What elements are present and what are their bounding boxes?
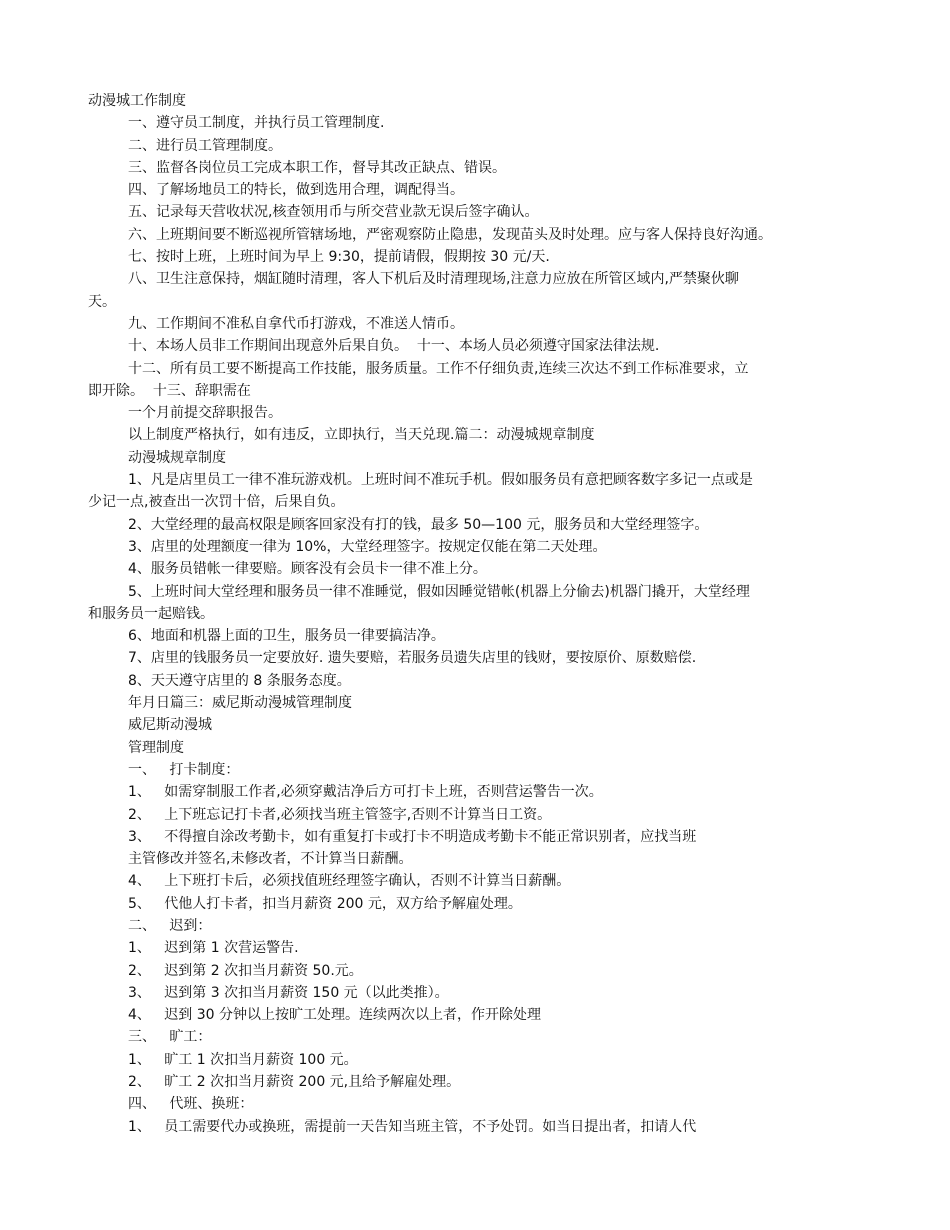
text-line: 7、店里的钱服务员一定要放好. 遗失要赔，若服务员遗失店里的钱财，要按原价、原数赔偿. bbox=[128, 650, 697, 667]
text-line: 动漫城工作制度 bbox=[88, 93, 186, 109]
text-line: 五、记录每天营收状况,核查领用币与所交营业款无误后签字确认。 bbox=[128, 204, 539, 221]
text-line: 3、 迟到第 3 次扣当月薪资 150 元（以此类推）。 bbox=[128, 984, 449, 1001]
text-line: 1、 迟到第 1 次营运警告. bbox=[128, 940, 299, 957]
text-line: 少记一点,被查出一次罚十倍，后果自负。 bbox=[88, 494, 345, 511]
text-line: 8、天天遵守店里的 8 条服务态度。 bbox=[128, 672, 351, 689]
text-line: 威尼斯动漫城 bbox=[128, 717, 212, 734]
text-line: 4、服务员错帐一律要赔。顾客没有会员卡一律不准上分。 bbox=[128, 561, 487, 578]
text-line: 2、 上下班忘记打卡者,必须找当班主管签字,否则不计算当日工资。 bbox=[128, 806, 552, 823]
text-line: 二、进行员工管理制度。 bbox=[128, 137, 282, 154]
text-line: 以上制度严格执行，如有违反，立即执行，当天兑现.篇二：动漫城规章制度 bbox=[128, 427, 595, 444]
text-line: 管理制度 bbox=[128, 739, 184, 756]
text-line: 天。 bbox=[88, 293, 116, 310]
text-line: 和服务员一起赔钱。 bbox=[88, 605, 214, 622]
text-line: 二、 迟到： bbox=[128, 917, 212, 934]
text-line: 六、上班期间要不断巡视所管辖场地，严密观察防止隐患，发现苗头及时处理。应与客人保持良好沟通。 bbox=[128, 226, 772, 243]
text-line: 主管修改并签名,未修改者，不计算当日薪酬。 bbox=[128, 851, 413, 868]
text-line: 十、本场人员非工作期间出现意外后果自负。 十一、本场人员必须遵守国家法律法规. bbox=[128, 338, 660, 355]
text-line: 八、卫生注意保持，烟缸随时清理，客人下机后及时清理现场,注意力应放在所管区域内,严禁聚伙聊 bbox=[128, 271, 739, 288]
text-line: 1、 员工需要代办或换班，需提前一天告知当班主管，不予处罚。如当日提出者，扣请人代 bbox=[128, 1118, 697, 1135]
text-line: 一、 打卡制度： bbox=[128, 761, 240, 778]
text-line: 一个月前提交辞职报告。 bbox=[128, 405, 282, 422]
text-line: 6、地面和机器上面的卫生，服务员一律要搞洁净。 bbox=[128, 628, 445, 645]
text-line: 2、大堂经理的最高权限是顾客回家没有打的钱，最多 50—100 元，服务员和大堂经理签字。 bbox=[128, 516, 709, 533]
text-line: 3、店里的处理额度一律为 10%，大堂经理签字。按规定仅能在第二天处理。 bbox=[128, 538, 607, 555]
text-line: 5、 代他人打卡者，扣当月薪资 200 元，双方给予解雇处理。 bbox=[128, 895, 522, 912]
text-line: 4、 上下班打卡后，必须找值班经理签字确认，否则不计算当日薪酬。 bbox=[128, 873, 571, 890]
text-line: 即开除。 十三、辞职需在 bbox=[88, 382, 251, 399]
text-line: 5、上班时间大堂经理和服务员一律不准睡觉，假如因睡觉错帐(机器上分偷去)机器门撬开，大堂经理 bbox=[128, 583, 750, 600]
text-line: 1、凡是店里员工一律不准玩游戏机。上班时间不准玩手机。假如服务员有意把顾客数字多记一点或是 bbox=[128, 472, 753, 489]
text-line: 四、 代班、换班： bbox=[128, 1096, 254, 1113]
text-line: 2、 旷工 2 次扣当月薪资 200 元,且给予解雇处理。 bbox=[128, 1074, 461, 1091]
text-line: 三、 旷工： bbox=[128, 1029, 212, 1046]
text-line: 3、 不得擅自涂改考勤卡，如有重复打卡或打卡不明造成考勤卡不能正常识别者，应找当班 bbox=[128, 828, 697, 845]
text-line: 一、遵守员工制度，并执行员工管理制度. bbox=[128, 115, 385, 132]
text-line: 三、监督各岗位员工完成本职工作，督导其改正缺点、错误。 bbox=[128, 159, 506, 176]
document-body bbox=[88, 90, 878, 1138]
text-line: 1、 旷工 1 次扣当月薪资 100 元。 bbox=[128, 1051, 358, 1068]
text-line: 九、工作期间不准私自拿代币打游戏，不准送人情币。 bbox=[128, 315, 464, 332]
text-line: 2、 迟到第 2 次扣当月薪资 50.元。 bbox=[128, 962, 363, 979]
text-line: 十二、所有员工要不断提高工作技能，服务质量。工作不仔细负责,连续三次达不到工作标准要求，立 bbox=[128, 360, 749, 377]
text-line: 1、 如需穿制服工作者,必须穿戴洁净后方可打卡上班，否则营运警告一次。 bbox=[128, 784, 603, 801]
text-line: 4、 迟到 30 分钟以上按旷工处理。连续两次以上者，作开除处理 bbox=[128, 1007, 541, 1024]
text-line: 四、了解场地员工的特长，做到选用合理，调配得当。 bbox=[128, 182, 464, 199]
text-line: 七、按时上班，上班时间为早上 9:30，提前请假，假期按 30 元/天. bbox=[128, 249, 550, 266]
text-line: 年月日篇三：威尼斯动漫城管理制度 bbox=[128, 695, 352, 712]
text-line: 动漫城规章制度 bbox=[128, 449, 226, 466]
